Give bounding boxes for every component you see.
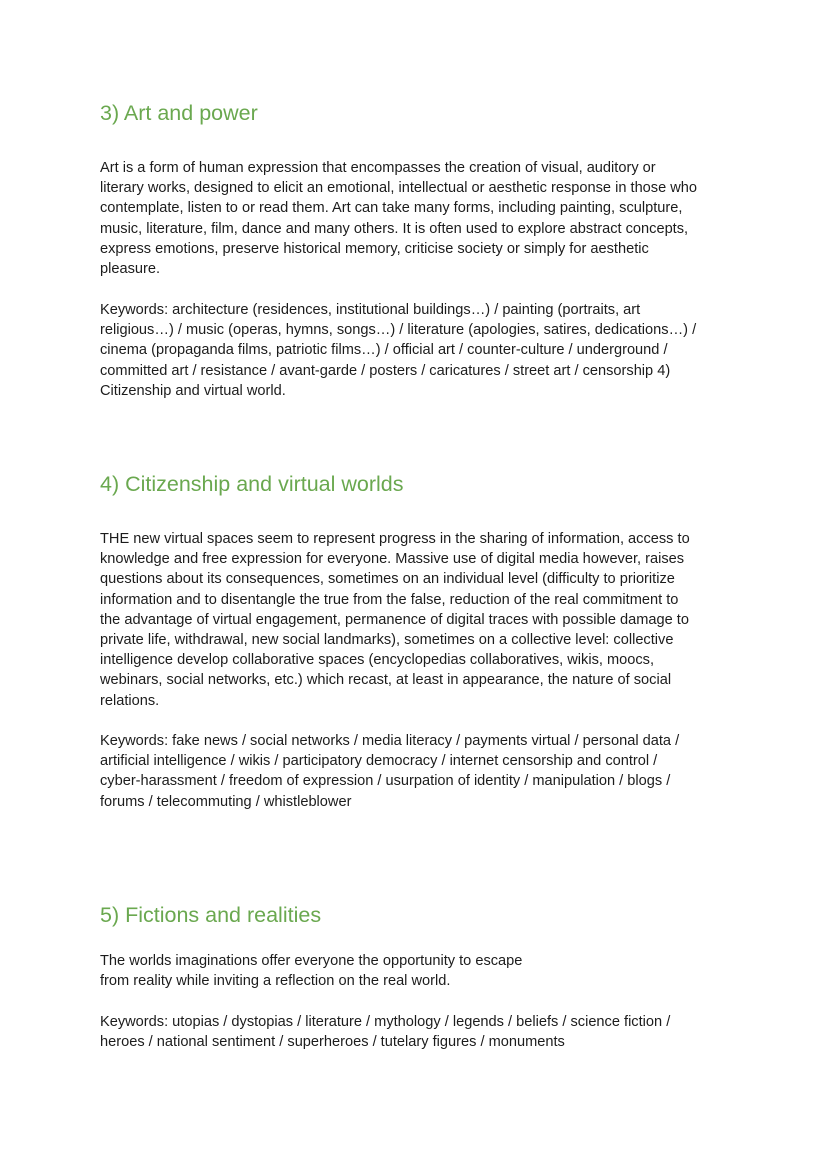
section-body: THE new virtual spaces seem to represent progress in the sharing of information, access to knowledge and free expression for everyone. Massive use of digital media however, raises questions about its consequences, sometimes on an individual level (difficulty to prioritize information and to disentangle the true from the false, reduction of the real commitment to the advantage of virtual engagement, permanence of digital traces with possible damage to private life, withdrawal, new social landmarks), sometimes on a collective level: collective intelligence develop collaborative spaces (encyclopedias collaboratives, wikis, moocs, webinars, social networks, etc.) which recast, at least in appearance, the nature of social relations. xyxy=(100,531,690,709)
section-art-and-power xyxy=(100,100,740,399)
section-citizenship-and-virtual-worlds xyxy=(100,471,740,810)
section-body: Art is a form of human expression that encompasses the creation of visual, auditory or literary works, designed to elicit an emotional, intellectual or aesthetic response in those who contemplate, listen to or read them. Art can take many forms, including painting, sculpture, music, literature, film, dance and many others. It is often used to explore abstract concepts, express emotions, preserve historical memory, criticise society or simply for aesthetic pleasure. xyxy=(100,160,698,278)
section-fictions-and-realities xyxy=(100,902,740,1051)
section-keywords: Keywords: utopias / dystopias / literature / mythology / legends / beliefs / science fiction / heroes / national sentiment / superheroes / tutelary figures / monuments xyxy=(100,1014,671,1051)
section-keywords: Keywords: fake news / social networks / media literacy / payments virtual / personal data / artificial intelligence / wikis / participatory democracy / internet censorship and control / cyber-harassment / freedom of expression / usurpation of identity / manipulation / blogs / forums / telecommuting / whistleblower xyxy=(100,733,680,810)
section-body: The worlds imaginations offer everyone the opportunity to escape from reality while inviting a reflection on the real world. xyxy=(100,953,523,990)
section-keywords: Keywords: architecture (residences, institutional buildings…) / painting (portraits, art religious…) / music (operas, hymns, songs…) / literature (apologies, satires, dedications…) / cinema (propaganda films, patriotic films…) / official art / counter-culture / underground / committed art / resistance / avant-garde / posters / caricatures / street art / censorship 4) Citizenship and virtual world. xyxy=(100,302,697,399)
section-heading: 4) Citizenship and virtual worlds xyxy=(100,472,404,496)
section-heading: 5) Fictions and realities xyxy=(100,903,322,927)
section-heading: 3) Art and power xyxy=(100,101,258,125)
